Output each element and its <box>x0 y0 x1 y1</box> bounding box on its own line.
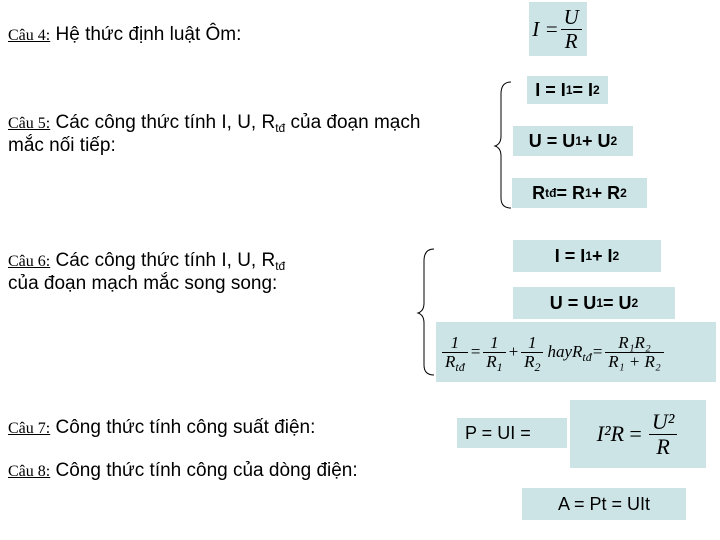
series-current-b: = I <box>572 79 594 100</box>
question-8 <box>8 460 358 483</box>
question-6-number: Câu 6: <box>8 253 51 270</box>
rtd-sub: tđ <box>455 359 465 374</box>
question-5-sub: tđ <box>275 121 286 135</box>
frac-2-num: 1 <box>490 332 499 352</box>
ohm-denominator: R <box>564 28 578 53</box>
question-8-number: Câu 8: <box>8 463 51 480</box>
question-5-line1 <box>8 112 420 135</box>
parallel-brace <box>416 247 438 377</box>
r2-sub: 2 <box>534 359 541 374</box>
power-fraction <box>649 410 677 457</box>
series-current-formula: I = I 1 = I 2 <box>527 76 608 104</box>
parallel-voltage-formula: U = U 1 = U 2 <box>513 287 675 319</box>
parallel-current-b: + I <box>592 245 613 266</box>
question-7-text: Công thức tính công suất điện: <box>50 417 316 438</box>
hay-rtd <box>547 342 591 362</box>
power-formula-label: P = UI = <box>457 418 567 448</box>
frac-1-num: 1 <box>450 332 460 352</box>
question-6 <box>8 250 285 295</box>
ohm-law-formula <box>529 2 587 56</box>
series-voltage-b: + U <box>582 130 611 151</box>
question-5-number: Câu 5: <box>8 115 51 132</box>
question-7 <box>8 417 315 440</box>
hay-rtd-sub: tđ <box>582 350 592 364</box>
power-eq: = <box>628 421 643 446</box>
r1-sub: 1 <box>496 359 503 374</box>
parallel-voltage-b: = U <box>603 292 632 313</box>
frac-1-over-rtd <box>442 332 468 374</box>
question-5-line2: mắc nối tiếp: <box>8 135 116 156</box>
power-formula-expression <box>570 400 706 468</box>
frac-3-num: 1 <box>528 332 537 352</box>
r1-base: R <box>486 351 497 371</box>
frac-1-den <box>442 351 468 374</box>
question-4-number: Câu 4: <box>8 27 51 44</box>
plus-1: + <box>507 342 520 361</box>
parallel-current-a: I = I <box>554 245 586 266</box>
ohm-lhs: I = <box>532 16 559 41</box>
question-5 <box>8 112 420 157</box>
question-6-text-a: Các công thức tính I, U, R <box>50 250 276 271</box>
frac-2-den <box>483 351 505 374</box>
work-formula: A = Pt = UIt <box>522 488 686 520</box>
question-8-text: Công thức tính công của dòng điện: <box>50 460 358 481</box>
series-resistance-a: R <box>532 182 546 203</box>
frac-1-over-r2 <box>521 332 543 374</box>
r2-base: R <box>524 351 535 371</box>
eq-1: = <box>469 342 482 361</box>
ohm-numerator: U <box>563 5 579 30</box>
series-voltage-formula: U = U 1 + U 2 <box>513 126 633 156</box>
frac-product-over-sum <box>605 334 664 371</box>
ohm-fraction <box>561 6 582 51</box>
series-voltage-a: U = U <box>528 130 576 151</box>
rtd-base: R <box>445 351 456 371</box>
question-5-text-a: Các công thức tính I, U, R <box>50 112 276 133</box>
power-den: R <box>656 433 670 459</box>
parallel-resistance-formula <box>436 322 716 382</box>
eq-2: = <box>591 342 604 361</box>
hay-word: hay <box>547 342 573 361</box>
series-resistance-b: = R <box>556 182 585 203</box>
question-6-line2: của đoạn mạch mắc song song: <box>8 273 278 294</box>
question-6-line1 <box>8 250 285 273</box>
sum-den: R₁ + R₂ <box>608 351 661 371</box>
parallel-current-formula: I = I 1 + I 2 <box>513 240 661 272</box>
power-num: U² <box>651 409 675 435</box>
frac-1-over-r1 <box>483 332 505 374</box>
question-5-text-b: của đoạn mạch <box>285 112 421 133</box>
series-current-a: I = I <box>535 79 566 100</box>
hay-rtd-base: R <box>572 342 583 361</box>
question-6-sub: tđ <box>275 259 286 273</box>
series-resistance-c: + R <box>591 182 621 203</box>
product-num: R₁R₂ <box>618 332 651 352</box>
frac-3-den <box>521 351 543 374</box>
series-resistance-formula: R tđ = R 1 + R 2 <box>512 178 647 208</box>
parallel-voltage-a: U = U <box>549 292 597 313</box>
question-4 <box>8 24 241 47</box>
question-4-text: Hệ thức định luật Ôm: <box>50 24 242 45</box>
question-7-number: Câu 7: <box>8 420 51 437</box>
power-i2r: I²R <box>596 421 625 446</box>
